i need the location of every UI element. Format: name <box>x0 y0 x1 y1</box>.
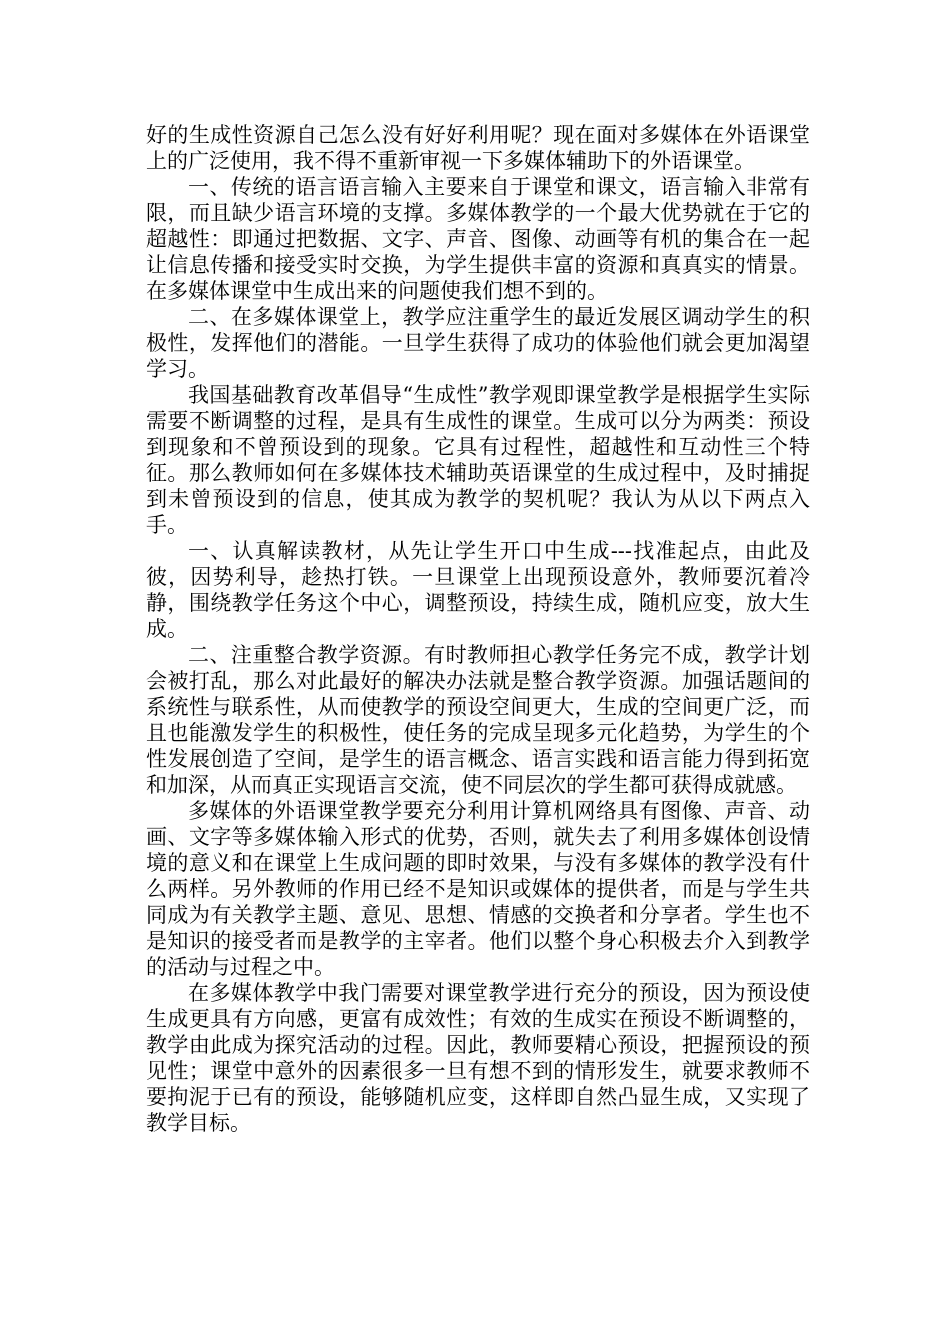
document-page <box>146 122 810 1136</box>
paragraph-generative-teaching: 我国基础教育改革倡导“生成性”教学观即课堂教学是根据学生实际需要不断调整的过程，是具有生成性的课堂。生成可以分为两类：预设到现象和不曾预设到的现象。它具有过程性，超越性和互动性三个特征。那么教师如何在多媒体技术辅助英语课堂的生成过程中，及时捕捉到未曾预设到的信息，使其成为教学的契机呢？我认为从以下两点入手。 <box>146 383 810 537</box>
paragraph-integrate-resources: 二、注重整合教学资源。有时教师担心教学任务完不成，教学计划会被打乱，那么对此最好的解决办法就是整合教学资源。加强话题间的系统性与联系性，从而使教学的预设空间更大，生成的空间更广泛，而且也能激发学生的积极性，使任务的完成呈现多元化趋势，为学生的个性发展创造了空间，是学生的语言概念、语言实践和语言能力得到拓宽和加深，从而真正实现语言交流，使不同层次的学生都可获得成就感。 <box>146 643 810 797</box>
paragraph-point-two-zone-of-development: 二、在多媒体课堂上，教学应注重学生的最近发展区调动学生的积极性，发挥他们的潜能。一旦学生获得了成功的体验他们就会更加渴望学习。 <box>146 305 810 381</box>
paragraph-interpret-textbook: 一、认真解读教材，从先让学生开口中生成---找准起点，由此及彼，因势利导，趁热打铁。一旦课堂上出现预设意外，教师要沉着冷静，围绕教学任务这个中心，调整预设，持续生成，随机应变，放大生成。 <box>146 539 810 641</box>
paragraph-conclusion-presetting: 在多媒体教学中我门需要对课堂教学进行充分的预设，因为预设使生成更具有方向感，更富有成效性；有效的生成实在预设不断调整的，教学由此成为探究活动的过程。因此，教师要精心预设，把握预设的预见性；课堂中意外的因素很多一旦有想不到的情形发生，就要求教师不要拘泥于已有的预设，能够随机应变，这样即自然凸显生成，又实现了教学目标。 <box>146 981 810 1135</box>
paragraph-point-one-language-input: 一、传统的语言语言输入主要来自于课堂和课文，语言输入非常有限，而且缺少语言环境的支撑。多媒体教学的一个最大优势就在于它的超越性：即通过把数据、文字、声音、图像、动画等有机的集合在一起让信息传播和接受实时交换，为学生提供丰富的资源和真真实的情景。在多媒体课堂中生成出来的问题使我们想不到的。 <box>146 175 810 303</box>
paragraph-multimedia-classroom: 多媒体的外语课堂教学要充分利用计算机网络具有图像、声音、动画、文字等多媒体输入形式的优势，否则，就失去了利用多媒体创设情境的意义和在课堂上生成问题的即时效果，与没有多媒体的教学没有什么两样。另外教师的作用已经不是知识或媒体的提供者，而是与学生共同成为有关教学主题、意见、思想、情感的交换者和分享者。学生也不是知识的接受者而是教学的主宰者。他们以整个身心积极去介入到教学的活动与过程之中。 <box>146 799 810 979</box>
paragraph-continuation: 好的生成性资源自己怎么没有好好利用呢？现在面对多媒体在外语课堂上的广泛使用，我不得不重新审视一下多媒体辅助下的外语课堂。 <box>146 123 810 173</box>
